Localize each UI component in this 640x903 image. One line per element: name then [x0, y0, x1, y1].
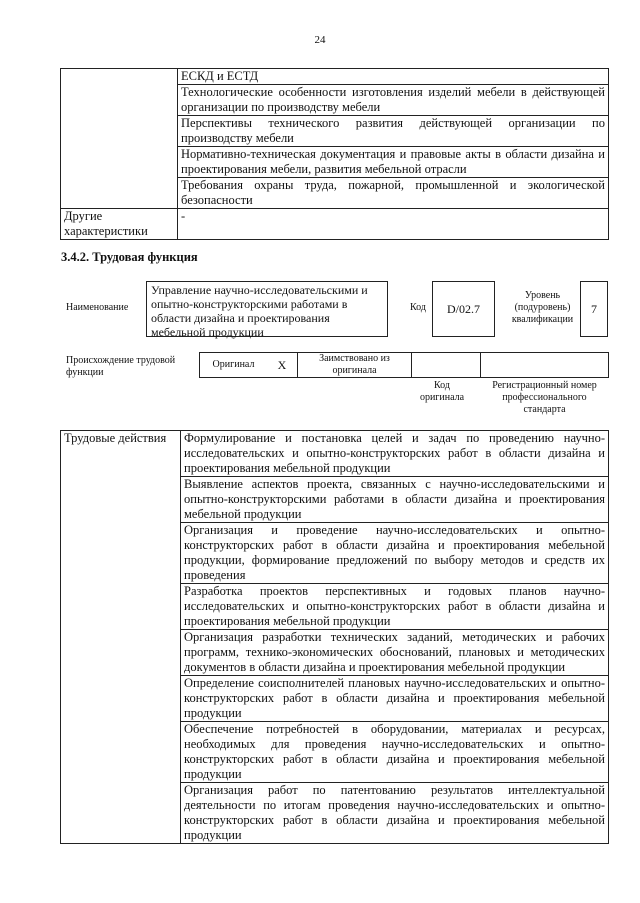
- knowledge-row: Технологические особенности изготовления изделий мебели в действующей организации по производству мебели: [178, 85, 609, 116]
- name-label: Наименование: [66, 302, 129, 313]
- knowledge-row: ЕСКД и ЕСТД: [178, 69, 609, 85]
- origin-label: Происхождение трудовой функции: [66, 355, 176, 378]
- knowledge-row: Требования охраны труда, пожарной, промышленной и экологической безопасности: [178, 178, 609, 209]
- labor-action-item: Выявление аспектов проекта, связанных с научно-исследовательскими и опытно-конструкторскими работами в области дизайна и проектирования мебельной продукции: [181, 477, 609, 523]
- labor-actions-label: Трудовые действия: [61, 431, 181, 844]
- code-original-cell: [412, 353, 481, 377]
- other-characteristics-label: Другие характеристики: [61, 209, 178, 240]
- knowledge-table: [60, 68, 609, 240]
- code-label: Код: [410, 302, 426, 313]
- labor-action-item: Организация разработки технических заданий, методических и рабочих программ, технико-экономических обоснований, плановых и методических документов в области дизайна и проектирования мебельной продукции: [181, 630, 609, 676]
- original-mark: X: [267, 353, 298, 377]
- labor-action-item: Обеспечение потребностей в оборудовании, материалах и ресурсах, необходимых для проведения научно-исследовательских и опытно-конструкторских работ в области дизайна и проектирования мебельной продукции: [181, 722, 609, 783]
- function-code-box: D/02.7: [432, 281, 495, 337]
- labor-actions-table: [60, 430, 609, 844]
- empty-label-cell: [61, 69, 178, 209]
- borrowed-label: Заимствовано из оригинала: [298, 353, 412, 377]
- reg-number-label: Регистрационный номер профессионального стандарта: [492, 380, 597, 415]
- qualification-level-label: Уровень (подуровень) квалификации: [511, 290, 574, 325]
- code-original-label: Код оригинала: [419, 380, 465, 403]
- knowledge-row: Перспективы технического развития действующей организации по производству мебели: [178, 116, 609, 147]
- section-heading: 3.4.2. Трудовая функция: [61, 250, 198, 264]
- labor-action-item: Формулирование и постановка целей и задач по проведению научно-исследовательских и опытно-конструкторских работ в области дизайна и проектирования мебельной продукции: [181, 431, 609, 477]
- origin-table: [199, 352, 609, 378]
- labor-action-item: Организация работ по патентованию результатов интеллектуальной деятельности по итогам проведения научно-исследовательских и опытно-конструкторских работ в области дизайна и проектирования мебельной продукции: [181, 783, 609, 844]
- other-characteristics-value: -: [178, 209, 609, 240]
- labor-action-item: Организация и проведение научно-исследовательских и опытно-конструкторских работ в области дизайна и проектирования мебельной продукции, формирование предложений по выбору методов и средств их проведения: [181, 523, 609, 584]
- function-name-box: Управление научно-исследовательскими и опытно-конструкторскими работами в области дизайна и проектирования мебельной продукции: [146, 281, 388, 337]
- qualification-level-box: 7: [580, 281, 608, 337]
- labor-action-item: Разработка проектов перспективных и годовых планов научно-исследовательских и опытно-конструкторских работ в области дизайна и проектирования мебельной продукции: [181, 584, 609, 630]
- original-label: Оригинал: [212, 359, 255, 370]
- knowledge-row: Нормативно-техническая документация и правовые акты в области дизайна и проектирования мебели, развития мебельной отрасли: [178, 147, 609, 178]
- page-number: 24: [314, 34, 326, 46]
- labor-action-item: Определение соисполнителей плановых научно-исследовательских и опытно-конструкторских работ в области дизайна и проектирования мебельной продукции: [181, 676, 609, 722]
